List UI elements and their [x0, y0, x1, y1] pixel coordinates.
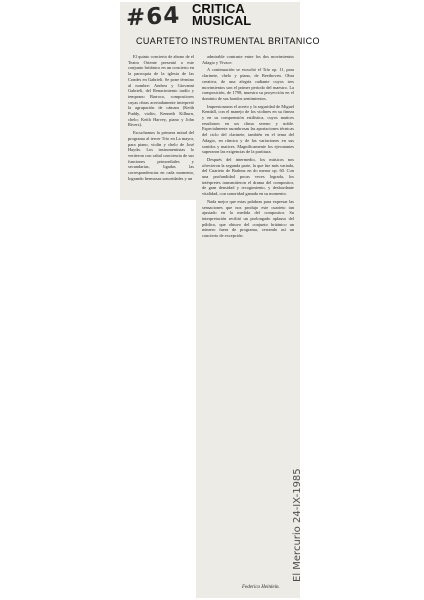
paragraph: admirable contraste entre los dos movimientos Adagio y Vivace.	[202, 54, 294, 65]
paragraph: Escuchamos la primera mitad del programa al tercer Trío en La mayor, para piano, violín y chelo de José Haydn. Los instrumentistas lo vertieron con cabal conciencia de sus funciones primordiales y secundarias, ligadas las correspondencias en cada momento, logrando hermosas sonoridades y un	[128, 130, 194, 181]
paragraph: El quinto concierto de abono de el Teatro Oriente presentó a este conjunto británico en un concierto en la parroquia de la iglesia de las Condes en Gabrieli. Se pone término al nombre: Andrea y Giovanni Gabrieli, del Renacimiento tardío y temprano Barroco, compositores cuyas obras acertadamente interpretó la agrupación de cámara (Keith Puddy, violín; Kenneth Kilburn, chelo; Keith Harvey, piano y John Rivers).	[128, 54, 194, 128]
paragraph: Impresionaron el acerto y la seguridad de Miguel Kendall, con el manejo de los violines en su fineza y en su comprensión estilística, cuyos matices resultaron en un clima sereno y noble. Especialmente asombrosas las aportaciones técnicas del ciclo del clarinete, también en el tema del Adagio, en rítmica y de las variaciones en sus sonidos y matices. Magníficamente los ejecutantes superaron las exigencias de la partitura.	[202, 103, 294, 155]
article-headline: CUARTETO INSTRUMENTAL BRITANICO	[136, 36, 320, 46]
section-title: CRITICA MUSICAL	[192, 1, 252, 28]
handwritten-margin-note: El Mercurio 24-IX-1985	[292, 468, 303, 582]
author-signature: Federico Heinlein.	[242, 585, 280, 590]
article-left-column	[128, 54, 194, 198]
paragraph: Después del intermedio, los músicos nos ofrecieron la segunda parte, la que fue más variada, del Cuarteto de Brahms en do menor op. 60. Con una profundidad pocas veces lograda, los intérpretes transmitieron el drama del compositor, de gran densidad y recogimiento, y desbordante vitalidad, con sonoridad ganada en su momento.	[202, 156, 294, 197]
article-right-column	[202, 54, 294, 582]
paragraph: A continuación se escuchó el Trío op. 11, para clarinete, chelo y piano, de Beethoven. Obra creativa, de una alegría radiante cuyos tres movimientos son el primer período del maestro. La composición, de 1798, muestra su proyección en el dominio de sus hondos sentimientos.	[202, 67, 294, 101]
paragraph: Nada mejor que estas palabras para expresar las sensaciones que nos produjo este cuarteto tan ajustado en la medida del compositor. Su interpretación recibió un prolongado aplauso del público, que obtuvo del conjunto británico un número fuera de programa, cerrando así un concierto de excepción.	[202, 198, 294, 239]
handwritten-number: #64	[125, 2, 181, 32]
